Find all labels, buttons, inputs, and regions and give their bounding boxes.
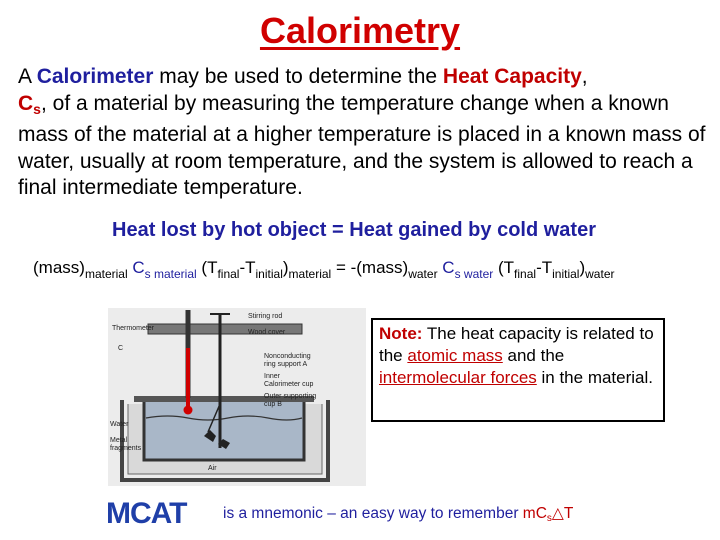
intro-paragraph: A Calorimeter may be used to determine the Heat Capacity, Cs, of a material by measuring the temperature change when a known mass of the material at a higher temperature is placed in a known mass of water, usually at room temperature, and the system is allowed to reach a final intermediate temperature. <box>18 65 706 199</box>
label-metal: Metal <box>110 437 128 444</box>
mcat-logo-graphic <box>104 497 216 527</box>
label-water: Water <box>110 421 129 428</box>
calorimeter-term: Calorimeter <box>36 65 154 88</box>
label-ring-support: ring support A <box>264 361 308 368</box>
label-wood-cover: Wood cover <box>248 329 286 336</box>
calorimetry-equation: $(mass)_{material}$ $C_{s material}$ $(T_{final}-T_{initial})_{material}$ = $-(mass)_{water}$ $C_{s water}$ $(T_{final}-T_{initial})_{water}$ <box>33 258 615 281</box>
calorimeter-illustration <box>108 308 366 486</box>
heat-balance-statement: Heat lost by hot object = Heat gained by cold water <box>112 219 596 241</box>
footer-mnemonic: is a mnemonic – an easy way to remember $mC_s\triangle T$ <box>223 505 574 524</box>
label-inner: Inner <box>264 373 280 380</box>
label-stirring-rod: Stirring rod <box>248 313 283 320</box>
label-fragments: fragments <box>110 445 142 452</box>
mcat-logo-text: MCAT <box>106 497 187 527</box>
label-calorimeter-cup: Calorimeter cup <box>264 381 314 388</box>
cs-symbol: Cs <box>18 91 41 117</box>
calorimeter-diagram <box>108 308 366 486</box>
note-box: Note: The heat capacity is related to the atomic mass and the intermolecular forces in the material. <box>371 318 665 422</box>
slide-title: Calorimetry <box>259 10 461 51</box>
label-c: C <box>118 345 124 352</box>
label-nonconducting: Nonconducting <box>264 353 311 360</box>
label-air: Air <box>208 465 217 472</box>
note-label: Note: <box>379 324 423 343</box>
atomic-mass-link[interactable]: atomic mass <box>407 346 503 365</box>
mcat-logo <box>104 497 216 527</box>
label-outer-supporting: Outer supporting <box>264 393 317 400</box>
mcs-delta-t: $mC_s\triangle T$ <box>522 505 574 524</box>
label-thermometer: Thermometer <box>112 325 155 332</box>
intermolecular-forces-link[interactable]: intermolecular forces <box>379 368 537 387</box>
label-cup-b: cup B <box>264 401 282 408</box>
heat-capacity-term: Heat Capacity <box>442 65 582 88</box>
